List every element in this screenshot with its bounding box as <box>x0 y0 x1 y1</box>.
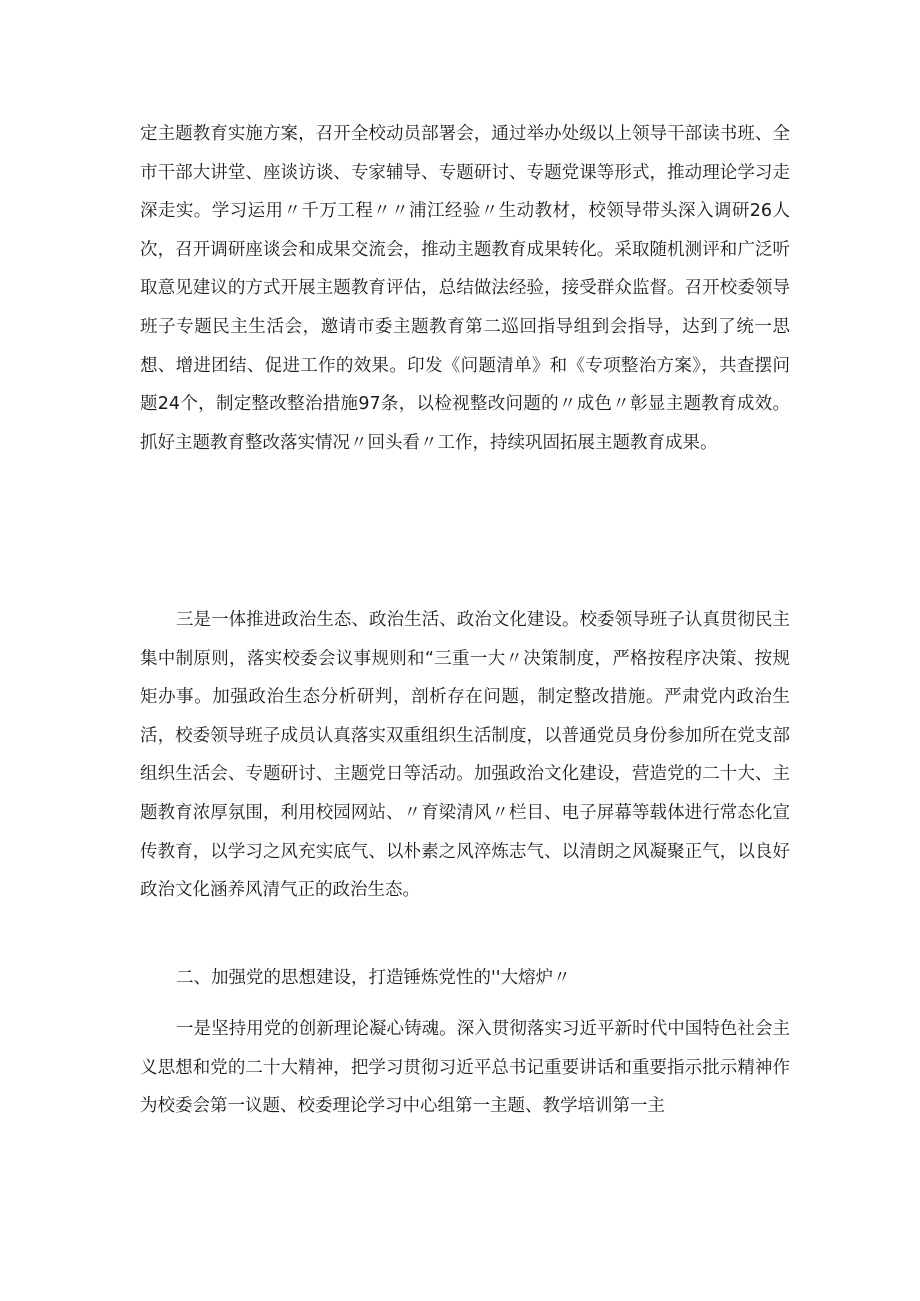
section-heading-block <box>140 959 790 998</box>
paragraph-block-1 <box>140 115 790 462</box>
body-paragraph: 一是坚持用党的创新理论凝心铸魂。深入贯彻落实习近平新时代中国特色社会主义思想和党的二十大精神，把学习贯彻习近平总书记重要讲话和重要指示批示精神作为校委会第一议题、校委理论学习中心组第一主题、教学培训第一主 <box>140 1019 790 1117</box>
body-paragraph: 三是一体推进政治生态、政治生活、政治文化建设。校委领导班子认真贯彻民主集中制原则，落实校委会议事规则和“三重一大〃决策制度，严格按程序决策、按规矩办事。加强政治生态分析研判，剖析存在问题，制定整改措施。严肃党内政治生活，校委领导班子成员认真落实双重组织生活制度，以普通党员身份参加所在党支部组织生活会、专题研讨、主题党日等活动。加强政治文化建设，营造党的二十大、主题教育浓厚氛围，利用校园网站、〃育梁清风〃栏目、电子屏幕等载体进行常态化宣传教育，以学习之风充实底气、以朴素之风淬炼志气、以清朗之风凝聚正气，以良好政治文化涵养风清气正的政治生态。 <box>140 610 790 901</box>
paragraph-block-2 <box>140 601 790 910</box>
section-heading: 二、加强党的思想建设，打造锤炼党性的''大熔炉〃 <box>176 968 571 988</box>
paragraph-block-3 <box>140 1010 790 1126</box>
body-paragraph: 定主题教育实施方案，召开全校动员部署会，通过举办处级以上领导干部读书班、全市干部大讲堂、座谈访谈、专家辅导、专题研讨、专题党课等形式，推动理论学习走深走实。学习运用〃千万工程〃〃浦江经验〃生动教材，校领导带头深入调研26人次，召开调研座谈会和成果交流会，推动主题教育成果转化。采取随机测评和广泛听取意见建议的方式开展主题教育评估，总结做法经验，接受群众监督。召开校委领导班子专题民主生活会，邀请市委主题教育第二巡回指导组到会指导，达到了统一思想、增进团结、促进工作的效果。印发《问题清单》和《专项整治方案》，共查摆问题24个，制定整改整治措施97条，以检视整改问题的〃成色〃彰显主题教育成效。抓好主题教育整改落实情况〃回头看〃工作，持续巩固拓展主题教育成果。 <box>140 124 790 453</box>
